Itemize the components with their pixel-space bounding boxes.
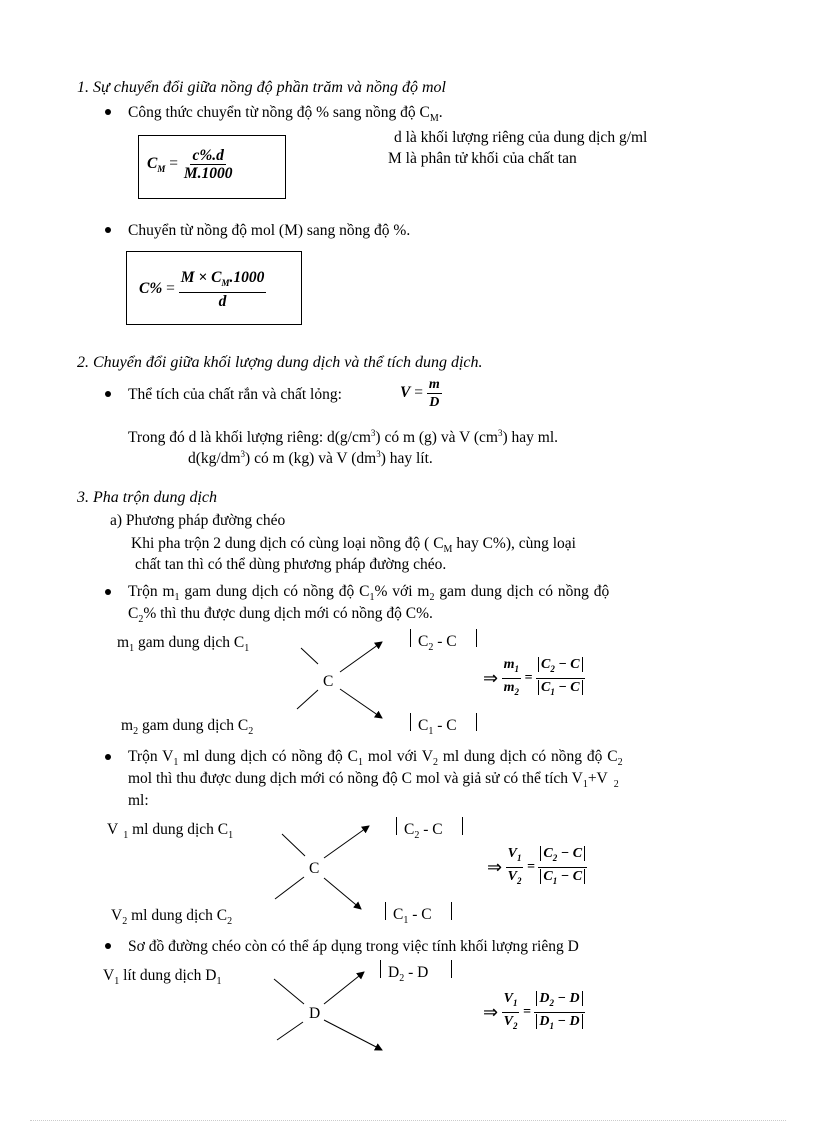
formula-cpercent: C% = $\frac{M \times C_M.1000}{d}$ xyxy=(139,269,265,311)
s1-bullet1: Công thức chuyển từ nồng độ % sang nồng độ $C_M$. xyxy=(128,104,443,125)
arrow-line xyxy=(301,648,318,664)
arrow-line xyxy=(340,689,382,718)
arrow-line xyxy=(274,979,304,1004)
arrow-line xyxy=(282,834,305,856)
s2-density-line2: $d(kg/dm^3)$ có m (kg) và V $(dm^3)$ hay lít. xyxy=(188,449,433,468)
d3-left-top: $V_1$ lít dung dịch $D_1$ xyxy=(103,967,222,988)
s3-bullet1-line2: $C_2\%$ thì thu được dung dịch mới có nồng độ C%. xyxy=(128,605,433,626)
s2-density-line1: Trong đó d là khối lượng riêng: $d(g/cm^3)$ có m (g) và V $(cm^3)$ hay ml. xyxy=(128,428,558,447)
d1-right-bottom: $C_1$ - C xyxy=(418,717,457,738)
arrow-line xyxy=(340,642,382,672)
note-molar-mass: M là phân tử khối của chất tan xyxy=(388,150,577,167)
s3-bullet2-line2: mol thì thu được dung dịch mới có nồng độ C mol và giả sử có thể tích $V_1+V$ $_2$ xyxy=(128,770,619,791)
s2-bullet1: Thể tích của chất rắn và chất lỏng: xyxy=(128,386,342,403)
s3-bullet3: Sơ đồ đường chéo còn có thể áp dụng trong việc tính khối lượng riêng D xyxy=(128,938,579,955)
formula-cm: $C_M$ = $\frac{c\%.d}{M.1000}$ xyxy=(147,147,233,182)
section-2-heading: 2. Chuyển đổi giữa khối lượng dung dịch và thể tích dung dịch. xyxy=(77,354,483,371)
arrow-line xyxy=(324,878,361,909)
d2-left-bottom: $V_2$ ml dung dịch $C_2$ xyxy=(111,907,233,928)
d1-left-top: $m_1$ gam dung dịch $C_1$ xyxy=(117,634,250,655)
section-3-heading: 3. Pha trộn dung dịch xyxy=(77,489,217,506)
s3-desc-line2: chất tan thì có thể dùng phương pháp đường chéo. xyxy=(135,556,447,573)
arrow-line xyxy=(275,877,304,899)
note-density: d là khối lượng riêng của dung dịch g/ml xyxy=(394,129,648,146)
d2-result: ⇒ $\frac{V_1}{V_2}$ = $\frac{C_2 - C}{C_1 - C}$ xyxy=(487,845,587,890)
d2-right-bottom: $C_1$ - C xyxy=(393,906,432,927)
arrow-line xyxy=(277,1022,303,1040)
d2-left-top: V $_1$ ml dung dịch $C_1$ xyxy=(107,821,234,842)
section-1-heading: 1. Sự chuyển đổi giữa nồng độ phần trăm và nồng độ mol xyxy=(77,79,446,96)
arrow-line xyxy=(324,826,369,858)
d3-right-top: $D_2$ - D xyxy=(388,964,429,985)
d3-center: D xyxy=(309,1005,321,1022)
s3-bullet2-line1: Trộn $V_1$ ml dung dịch có nồng độ $C_1$ mol với $V_2$ ml dung dịch có nồng độ $C_2$ xyxy=(128,748,623,769)
d2-center: C xyxy=(309,860,320,877)
d1-result: ⇒ $\frac{m_1}{m_2}$ = $\frac{C_2 - C}{C_1 - C}$ xyxy=(483,656,585,701)
formula-volume: V = $\frac{m}{D}$ xyxy=(400,377,440,410)
page-bottom-divider xyxy=(30,1120,786,1121)
s1-bullet2: Chuyển từ nồng độ mol (M) sang nồng độ %. xyxy=(128,222,411,239)
d2-right-top: $C_2$ - C xyxy=(404,821,443,842)
d1-left-bottom: $m_2$ gam dung dịch $C_2$ xyxy=(121,717,254,738)
s3-bullet2-line3: ml: xyxy=(128,792,149,809)
arrow-line xyxy=(324,1020,382,1050)
d1-center: C xyxy=(323,673,334,690)
s3-bullet1-line1: Trộn $m_1$ gam dung dịch có nồng độ $C_1\%$ với $m_2$ gam dung dịch có nồng độ xyxy=(128,583,610,604)
arrow-line xyxy=(324,972,364,1004)
s3-desc-line1: Khi pha trộn 2 dung dịch có cùng loại nồng độ ( $C_M$ hay C%), cùng loại xyxy=(131,535,576,556)
arrow-line xyxy=(297,690,318,709)
s3-sub-a: a) Phương pháp đường chéo xyxy=(110,512,286,529)
d3-result: ⇒ $\frac{V_1}{V_2}$ = $\frac{D_2 - D}{D_1 - D}$ xyxy=(483,990,585,1035)
d1-right-top: $C_2$ - C xyxy=(418,633,457,654)
